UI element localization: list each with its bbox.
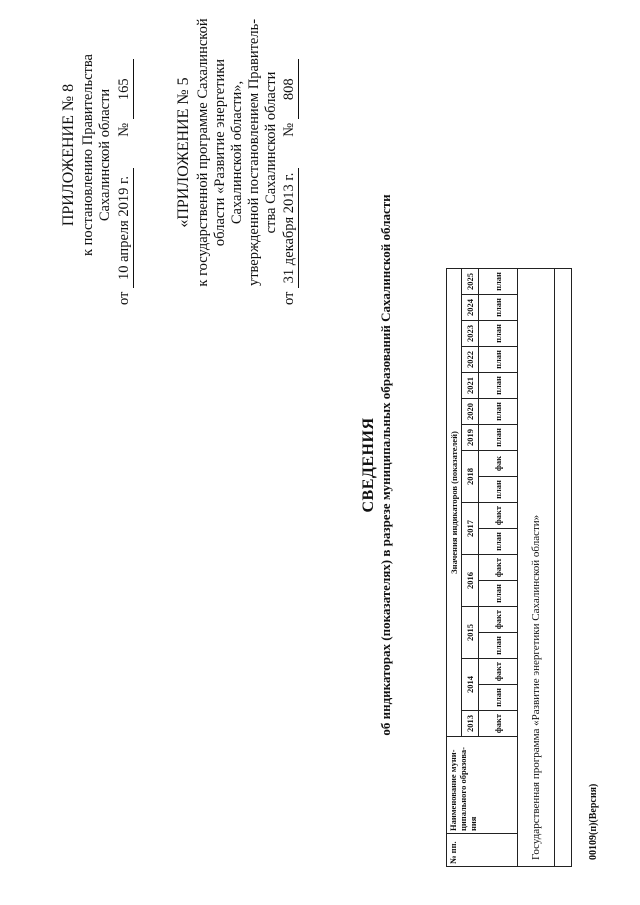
plan-fact-header: план (479, 529, 518, 555)
appendix-5-line3: Сахалинской области», (229, 80, 245, 225)
heading-subtitle: об индикаторах (показателях) в разрезе муниципальных образований Сахалинской области (378, 194, 393, 736)
plan-fact-header: план (479, 295, 518, 321)
year-header: 2022 (462, 347, 479, 373)
version-footer: 00109(п)(Версия) (588, 783, 599, 860)
appendix-5-line5: ства Сахалинской области (263, 71, 279, 234)
plan-fact-header: факт (479, 555, 518, 581)
appendix-8-date: 10 апреля 2019 г. (116, 168, 134, 288)
year-header: 2023 (462, 321, 479, 347)
group-header: Значения индикаторов (показателей) (447, 269, 462, 737)
appendix-8-line2: Сахалинской области (97, 88, 113, 222)
date-prefix: от (281, 291, 297, 305)
appendix-8-line1: к постановлению Правительства (80, 54, 96, 256)
appendix-5-block (175, 0, 299, 305)
plan-fact-header: фак (479, 451, 518, 477)
year-header: 2019 (462, 425, 479, 451)
plan-fact-header: факт (479, 659, 518, 685)
plan-fact-header: план (479, 399, 518, 425)
plan-fact-header: план (479, 373, 518, 399)
empty-row (555, 269, 572, 867)
heading-title: СВЕДЕНИЯ (360, 417, 377, 513)
appendix-5-line2: области «Развитие энергетики (212, 58, 228, 247)
year-header: 2025 (462, 269, 479, 295)
plan-fact-header: план (479, 633, 518, 659)
year-header: 2018 (462, 451, 479, 503)
plan-fact-header: план (479, 581, 518, 607)
number-prefix: № (116, 122, 132, 137)
plan-fact-header: план (479, 269, 518, 295)
year-header: 2015 (462, 607, 479, 659)
plan-fact-header: план (479, 347, 518, 373)
plan-fact-header: факт (479, 711, 518, 737)
col-num-header: № пп. (447, 834, 518, 867)
program-name: Государственная программа «Развитие энергетики Сахалинской области» (518, 269, 555, 867)
year-header: 2013 (462, 711, 479, 737)
year-header: 2016 (462, 555, 479, 607)
year-header: 2017 (462, 503, 479, 555)
appendix-8-number: 165 (116, 59, 134, 119)
program-row (518, 269, 555, 867)
appendix-5-date-line (281, 0, 299, 305)
empty-cell (555, 269, 572, 867)
plan-fact-header: факт (479, 503, 518, 529)
appendix-5-line1: к государственной программе Сахалинской (195, 18, 211, 287)
appendix-8-title: ПРИЛОЖЕНИЕ № 8 (60, 83, 77, 227)
plan-fact-header: план (479, 685, 518, 711)
plan-fact-header: факт (479, 607, 518, 633)
number-prefix: № (281, 122, 297, 137)
appendix-5-title: «ПРИЛОЖЕНИЕ № 5 (175, 77, 192, 228)
indicators-table (446, 268, 572, 867)
appendix-8-date-line (116, 5, 134, 305)
year-header: 2021 (462, 373, 479, 399)
plan-fact-header: план (479, 425, 518, 451)
document-heading (360, 175, 394, 755)
plan-fact-header: план (479, 477, 518, 503)
date-prefix: от (116, 291, 132, 305)
appendix-8-block (60, 5, 134, 305)
year-header: 2020 (462, 399, 479, 425)
year-header: 2024 (462, 295, 479, 321)
col-name-header: Наименование муни-ципального образова-ния (447, 737, 518, 834)
year-header: 2014 (462, 659, 479, 711)
plan-fact-header: план (479, 321, 518, 347)
appendix-5-date: 31 декабря 2013 г. (281, 168, 299, 288)
appendix-5-line4: утвержденной постановлением Правитель- (246, 18, 262, 287)
header-row-1 (447, 269, 462, 867)
appendix-5-number: 808 (281, 59, 299, 119)
